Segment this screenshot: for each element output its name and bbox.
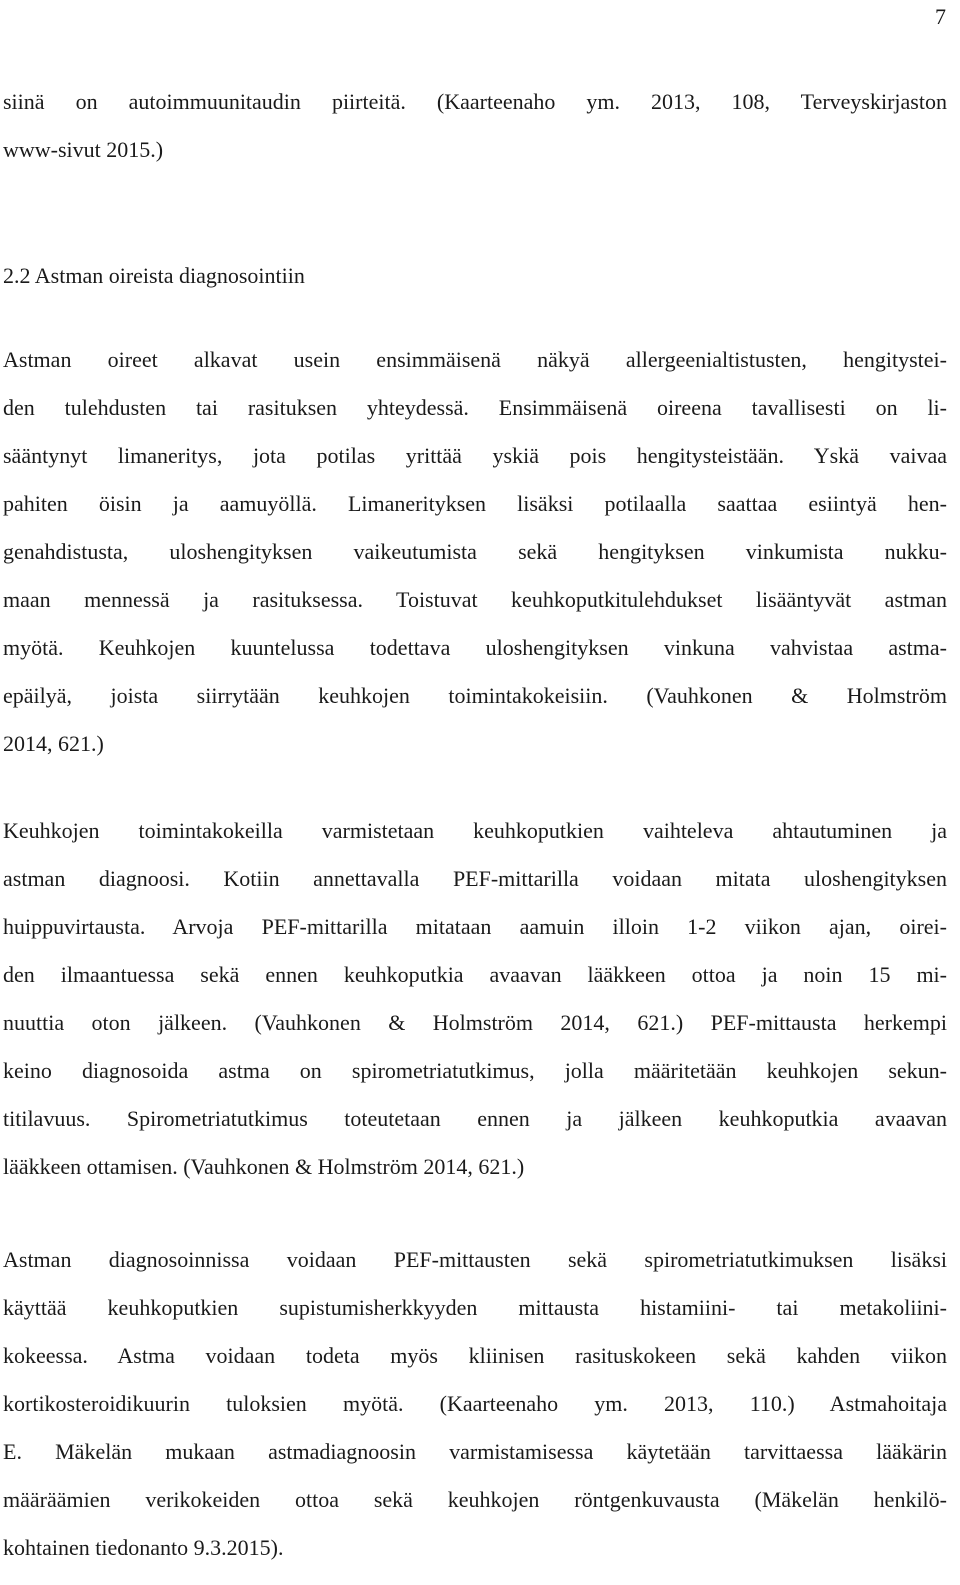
text-line: Astman diagnosoinnissa voidaan PEF-mittausten sekä spirometriatutkimuksen lisäksi [3, 1247, 947, 1272]
paragraph-symptoms [3, 336, 947, 768]
text-line: 2014, 621.) [3, 731, 104, 756]
text-line: Keuhkojen toimintakokeilla varmistetaan keuhkoputkien vaihteleva ahtautuminen ja [3, 818, 947, 843]
text-line: käyttää keuhkoputkien supistumisherkkyyden mittausta histamiini- tai metakoliini- [3, 1295, 947, 1320]
text-line: kohtainen tiedonanto 9.3.2015). [3, 1535, 284, 1560]
page-number: 7 [935, 4, 946, 29]
text-line: genahdistusta, uloshengityksen vaikeutumista sekä hengityksen vinkumista nukku- [3, 539, 947, 564]
text-line: lääkkeen ottamisen. (Vauhkonen & Holmström 2014, 621.) [3, 1154, 525, 1179]
paragraph-pef [3, 807, 947, 1191]
text-line: siinä on autoimmuunitaudin piirteitä. (Kaarteenaho ym. 2013, 108, Terveyskirjaston [3, 89, 947, 114]
text-line: nuuttia oton jälkeen. (Vauhkonen & Holmström 2014, 621.) PEF-mittausta herkempi [3, 1010, 947, 1035]
text-line: den tulehdusten tai rasituksen yhteydessä. Ensimmäisenä oireena tavallisesti on li- [3, 395, 947, 420]
text-line: huippuvirtausta. Arvoja PEF-mittarilla mitataan aamuin illoin 1-2 viikon ajan, oirei- [3, 914, 947, 939]
text-line: Astman oireet alkavat usein ensimmäisenä näkyä allergeenialtistusten, hengitystei- [3, 347, 947, 372]
text-line: maan mennessä ja rasituksessa. Toistuvat keuhkoputkitulehdukset lisääntyvät astman [3, 587, 947, 612]
text-line: kortikosteroidikuurin tuloksien myötä. (Kaarteenaho ym. 2013, 110.) Astmahoitaja [3, 1391, 947, 1416]
text-line: kokeessa. Astma voidaan todeta myös kliinisen rasituskokeen sekä kahden viikon [3, 1343, 947, 1368]
text-line: keino diagnosoida astma on spirometriatutkimus, jolla määritetään keuhkojen sekun- [3, 1058, 947, 1083]
section-heading: 2.2 Astman oireista diagnosointiin [3, 263, 305, 288]
text-line: titilavuus. Spirometriatutkimus toteutetaan ennen ja jälkeen keuhkoputkia avaavan [3, 1106, 947, 1131]
text-line: sääntynyt limaneritys, jota potilas yrittää yskiä pois hengitysteistään. Yskä vaivaa [3, 443, 947, 468]
paragraph-intro [3, 78, 947, 174]
text-line: den ilmaantuessa sekä ennen keuhkoputkia avaavan lääkkeen ottoa ja noin 15 mi- [3, 962, 947, 987]
text-line: www-sivut 2015.) [3, 137, 164, 162]
text-line: E. Mäkelän mukaan astmadiagnoosin varmistamisessa käytetään tarvittaessa lääkärin [3, 1439, 947, 1464]
paragraph-diagnosis [3, 1236, 947, 1572]
text-line: määräämien verikokeiden ottoa sekä keuhkojen röntgenkuvausta (Mäkelän henkilö- [3, 1487, 947, 1512]
text-line: myötä. Keuhkojen kuuntelussa todettava uloshengityksen vinkuna vahvistaa astma- [3, 635, 947, 660]
text-line: epäilyä, joista siirrytään keuhkojen toimintakokeisiin. (Vauhkonen & Holmström [3, 683, 947, 708]
text-line: pahiten öisin ja aamuyöllä. Limanerityksen lisäksi potilaalla saattaa esiintyä hen- [3, 491, 947, 516]
text-line: astman diagnoosi. Kotiin annettavalla PEF-mittarilla voidaan mitata uloshengityksen [3, 866, 947, 891]
